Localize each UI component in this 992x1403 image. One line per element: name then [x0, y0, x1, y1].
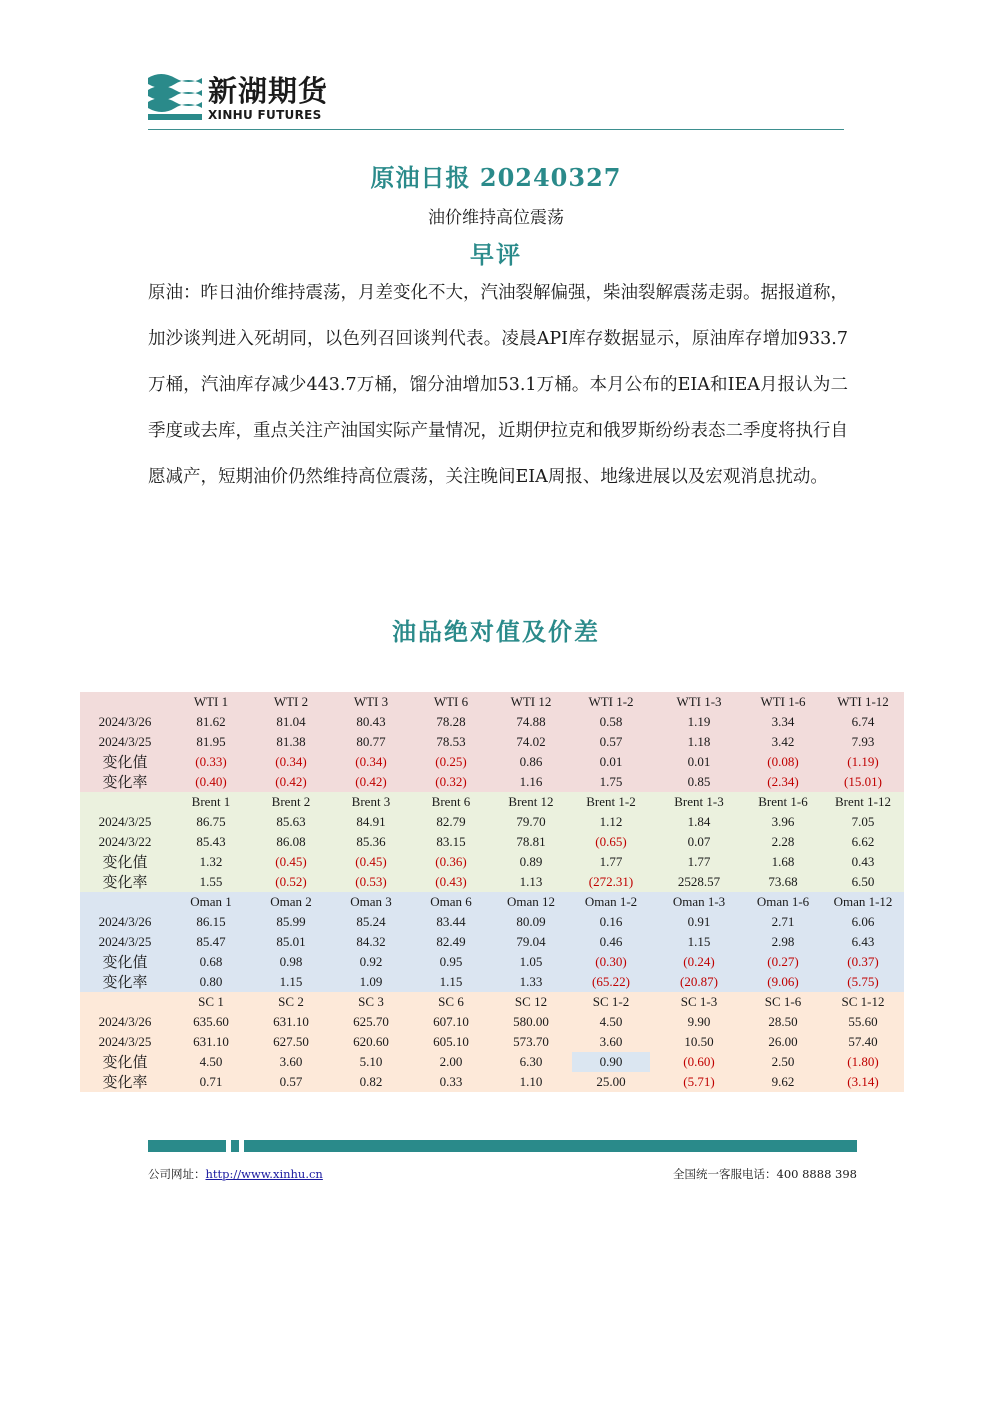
column-header: Oman 12	[506, 894, 556, 909]
table-cell: 0.68	[199, 954, 223, 969]
table-cell: 1.10	[519, 1074, 543, 1089]
table-cell: (20.87)	[680, 974, 718, 989]
column-header: Oman 3	[350, 894, 392, 909]
table-cell: 78.81	[516, 834, 546, 849]
table-cell: 9.62	[771, 1074, 795, 1089]
table-cell: 7.05	[851, 814, 875, 829]
row-label: 变化值	[102, 853, 148, 871]
column-header: Oman 1-3	[672, 894, 726, 909]
table-cell: 6.62	[851, 834, 875, 849]
morning-comment-paragraph: 原油：昨日油价维持震荡，月差变化不大，汽油裂解偏强，柴油裂解震荡走弱。据报道称，加沙谈判进入死胡同，以色列召回谈判代表。凌晨API库存数据显示，原油库存增加933.7万桶，汽油库存减少443.7万桶，馏分油增加53.1万桶。本月公布的EIA和IEA月报认为二季度或去库，重点关注产油国实际产量情况，近期伊拉克和俄罗斯纷纷表态二季度将执行自愿减产，短期油价仍然维持高位震荡，关注晚间EIA周报、地缘进展以及宏观消息扰动。	[148, 283, 848, 487]
table-cell: (272.31)	[588, 874, 634, 889]
table-cell: (9.06)	[767, 974, 799, 989]
table-cell: 0.57	[279, 1074, 303, 1089]
column-header: WTI 2	[273, 694, 309, 709]
footer-website-label: 公司网址：	[148, 1167, 206, 1181]
row-label: 变化率	[102, 773, 148, 791]
table-cell: 6.43	[851, 934, 875, 949]
table-row	[80, 932, 904, 952]
column-header: Oman 1	[190, 894, 232, 909]
column-header: Brent 1	[191, 794, 231, 809]
wti-block	[80, 692, 904, 792]
table-cell: 86.75	[196, 814, 226, 829]
row-label: 2024/3/25	[98, 934, 152, 949]
table-cell: 607.10	[433, 1014, 469, 1029]
table-cell: 1.16	[519, 774, 543, 789]
table-cell: (1.19)	[847, 754, 879, 769]
column-header: Oman 2	[270, 894, 312, 909]
column-header: WTI 1-6	[760, 694, 806, 709]
table-cell: 6.50	[851, 874, 875, 889]
table-cell: 79.04	[516, 934, 546, 949]
table-cell: (0.45)	[355, 854, 387, 869]
table-cell: (0.65)	[595, 834, 627, 849]
column-header: SC 1-12	[841, 994, 885, 1009]
footer-bar	[231, 1140, 239, 1152]
table-cell: 85.99	[276, 914, 306, 929]
footer-bar	[244, 1140, 857, 1152]
table-cell: 2.71	[771, 914, 795, 929]
table-cell: 25.00	[596, 1074, 626, 1089]
table-cell: 1.15	[439, 974, 463, 989]
column-header: Brent 1-6	[758, 794, 808, 809]
table-row	[80, 1032, 904, 1052]
table-cell: (0.42)	[355, 774, 387, 789]
oil-price-table	[80, 692, 904, 1092]
table-cell: 82.79	[436, 814, 466, 829]
table-cell: 84.32	[356, 934, 386, 949]
column-header: Brent 1-2	[586, 794, 636, 809]
row-label: 变化率	[102, 973, 148, 991]
table-cell: 3.42	[771, 734, 795, 749]
row-label: 2024/3/26	[98, 914, 152, 929]
logo-cn-text: 新湖期货	[208, 74, 329, 108]
table-cell: 0.01	[687, 754, 711, 769]
table-row	[80, 732, 904, 752]
table-cell: 0.46	[599, 934, 623, 949]
table-row	[80, 972, 904, 992]
table-cell: 80.09	[516, 914, 546, 929]
column-header: Brent 6	[431, 794, 471, 809]
logo-en-text: XINHU FUTURES	[208, 108, 322, 122]
table-cell: (0.08)	[767, 754, 799, 769]
table-row	[80, 852, 904, 872]
footer-website	[148, 1166, 323, 1182]
row-label: 变化值	[102, 753, 148, 771]
table-cell: 1.33	[519, 974, 543, 989]
table-cell: 1.12	[599, 814, 623, 829]
table-cell: (0.52)	[275, 874, 307, 889]
table-cell: 57.40	[848, 1034, 878, 1049]
table-cell: (0.25)	[435, 754, 467, 769]
table-cell: 605.10	[433, 1034, 469, 1049]
table-cell: 84.91	[356, 814, 386, 829]
table-cell: (0.42)	[275, 774, 307, 789]
table-cell: 0.33	[439, 1074, 463, 1089]
table-cell: 0.57	[599, 734, 623, 749]
column-header: Oman 6	[430, 894, 472, 909]
table-cell: (0.40)	[195, 774, 227, 789]
table-cell: 74.02	[516, 734, 546, 749]
table-cell: 627.50	[273, 1034, 309, 1049]
table-row	[80, 1012, 904, 1032]
table-cell: 78.28	[436, 714, 466, 729]
table-cell: 1.55	[199, 874, 223, 889]
table-cell: 79.70	[516, 814, 546, 829]
column-header: Brent 2	[271, 794, 311, 809]
header-divider	[148, 129, 844, 130]
table-cell: 85.01	[276, 934, 306, 949]
table-cell: 74.88	[516, 714, 546, 729]
table-cell: 3.34	[771, 714, 795, 729]
table-heading: 油品绝对值及价差	[392, 617, 600, 646]
table-cell: 80.43	[356, 714, 386, 729]
column-header: SC 1-6	[764, 994, 802, 1009]
row-label: 变化率	[102, 873, 148, 891]
table-row	[80, 752, 904, 772]
table-cell: 4.50	[599, 1014, 623, 1029]
table-row	[80, 952, 904, 972]
sc-block	[80, 992, 904, 1092]
table-cell: 2.28	[771, 834, 795, 849]
table-row	[80, 772, 904, 792]
table-cell: 81.62	[196, 714, 226, 729]
table-cell: (3.14)	[847, 1074, 879, 1089]
table-cell: 86.15	[196, 914, 226, 929]
column-header: SC 2	[278, 994, 304, 1009]
row-label: 2024/3/25	[98, 734, 152, 749]
table-cell: 82.49	[436, 934, 466, 949]
row-label: 变化率	[102, 1073, 148, 1091]
table-cell: 28.50	[768, 1014, 798, 1029]
table-cell: 73.68	[768, 874, 798, 889]
table-cell: 0.07	[687, 834, 711, 849]
row-label: 2024/3/22	[98, 834, 152, 849]
table-cell: 0.16	[599, 914, 623, 929]
table-cell: (0.45)	[275, 854, 307, 869]
table-cell: 6.06	[851, 914, 875, 929]
table-row	[80, 1072, 904, 1092]
table-cell: 635.60	[193, 1014, 229, 1029]
table-cell: 4.50	[199, 1054, 223, 1069]
column-header: SC 1-3	[680, 994, 718, 1009]
table-cell: 1.32	[199, 854, 223, 869]
column-header: Brent 3	[351, 794, 391, 809]
table-cell: (5.75)	[847, 974, 879, 989]
table-cell: 2.98	[771, 934, 795, 949]
table-cell: 55.60	[848, 1014, 878, 1029]
table-cell: 0.95	[439, 954, 463, 969]
column-header: WTI 12	[510, 694, 552, 709]
column-header: WTI 1-3	[676, 694, 722, 709]
table-cell: (0.24)	[683, 954, 715, 969]
table-cell: 0.86	[519, 754, 543, 769]
table-cell: 2.00	[439, 1054, 463, 1069]
column-header: Brent 12	[508, 794, 554, 809]
table-cell: 631.10	[193, 1034, 229, 1049]
table-cell: 83.44	[436, 914, 466, 929]
table-header-row	[80, 792, 904, 812]
table-cell: 1.15	[279, 974, 303, 989]
oman-block	[80, 892, 904, 992]
table-cell: 3.96	[771, 814, 795, 829]
table-cell: 1.19	[687, 714, 711, 729]
table-cell: 1.13	[519, 874, 543, 889]
column-header: WTI 1-12	[837, 694, 889, 709]
xinhu-wave-logo-icon	[148, 72, 202, 124]
table-cell: 631.10	[273, 1014, 309, 1029]
table-row	[80, 812, 904, 832]
table-cell: 1.77	[599, 854, 623, 869]
column-header: SC 12	[514, 994, 548, 1009]
table-cell: 625.70	[353, 1014, 389, 1029]
table-cell: 0.43	[851, 854, 875, 869]
table-cell: (0.37)	[847, 954, 879, 969]
table-header-row	[80, 992, 904, 1012]
table-cell: 80.77	[356, 734, 386, 749]
table-cell: 1.68	[771, 854, 795, 869]
row-label: 变化值	[102, 1053, 148, 1071]
table-cell: 85.63	[276, 814, 306, 829]
table-cell: 0.98	[279, 954, 303, 969]
table-cell: 5.10	[359, 1054, 383, 1069]
table-header-row	[80, 892, 904, 912]
table-cell: (0.34)	[355, 754, 387, 769]
table-header-row	[80, 692, 904, 712]
table-row	[80, 832, 904, 852]
table-row	[80, 872, 904, 892]
table-cell: (2.34)	[767, 774, 799, 789]
table-cell: 0.80	[199, 974, 223, 989]
table-cell: 0.71	[199, 1074, 223, 1089]
table-row	[80, 712, 904, 732]
table-cell: (65.22)	[592, 974, 630, 989]
column-header: SC 3	[358, 994, 384, 1009]
row-label: 2024/3/26	[98, 714, 152, 729]
table-cell: 3.60	[279, 1054, 303, 1069]
table-cell: (5.71)	[683, 1074, 715, 1089]
column-header: WTI 1	[193, 694, 229, 709]
table-cell: 2528.57	[677, 874, 721, 889]
footer-bar	[148, 1140, 226, 1152]
table-cell: 10.50	[684, 1034, 714, 1049]
table-cell: 7.93	[851, 734, 875, 749]
row-label: 2024/3/26	[98, 1014, 152, 1029]
table-cell: 81.38	[276, 734, 306, 749]
table-cell: (0.36)	[435, 854, 467, 869]
table-cell: 1.09	[359, 974, 383, 989]
column-header: WTI 1-2	[588, 694, 634, 709]
row-label: 变化值	[102, 953, 148, 971]
table-cell: (0.33)	[195, 754, 227, 769]
table-cell: 2.50	[771, 1054, 795, 1069]
table-cell: 1.77	[687, 854, 711, 869]
table-cell: 85.43	[196, 834, 226, 849]
column-header: Oman 1-12	[833, 894, 893, 909]
table-cell: 86.08	[276, 834, 306, 849]
table-cell: 573.70	[513, 1034, 549, 1049]
table-cell: (0.27)	[767, 954, 799, 969]
table-cell: 0.82	[359, 1074, 383, 1089]
table-cell: 1.15	[687, 934, 711, 949]
table-cell: (0.32)	[435, 774, 467, 789]
table-cell: 0.91	[687, 914, 711, 929]
row-label: 2024/3/25	[98, 814, 152, 829]
table-cell: 85.36	[356, 834, 386, 849]
table-cell: 6.74	[851, 714, 875, 729]
table-cell: 3.60	[599, 1034, 623, 1049]
table-cell: 81.95	[196, 734, 226, 749]
table-cell: 85.24	[356, 914, 386, 929]
column-header: SC 6	[438, 994, 464, 1009]
table-cell: 0.58	[599, 714, 623, 729]
table-cell: 83.15	[436, 834, 466, 849]
table-cell: 0.89	[519, 854, 543, 869]
table-cell: 81.04	[276, 714, 306, 729]
morning-comment-heading: 早评	[470, 240, 522, 269]
report-subtitle: 油价维持高位震荡	[428, 208, 564, 228]
column-header: Oman 1-6	[756, 894, 810, 909]
column-header: SC 1-2	[592, 994, 630, 1009]
table-cell: 1.84	[687, 814, 711, 829]
table-cell: 26.00	[768, 1034, 798, 1049]
table-cell: 0.01	[599, 754, 623, 769]
table-cell: 9.90	[687, 1014, 711, 1029]
column-header: Brent 1-3	[674, 794, 724, 809]
footer-website-link[interactable]: http://www.xinhu.cn	[205, 1167, 323, 1181]
table-cell: (0.53)	[355, 874, 387, 889]
column-header: WTI 6	[433, 694, 469, 709]
table-row	[80, 1052, 904, 1072]
table-cell: (0.60)	[683, 1054, 715, 1069]
table-cell: 0.92	[359, 954, 383, 969]
table-cell: (0.30)	[595, 954, 627, 969]
table-cell: (1.80)	[847, 1054, 879, 1069]
column-header: Brent 1-12	[835, 794, 891, 809]
table-cell: (15.01)	[844, 774, 882, 789]
table-cell: 6.30	[519, 1054, 543, 1069]
table-cell: 620.60	[353, 1034, 389, 1049]
header	[148, 70, 844, 132]
table-cell: 1.05	[519, 954, 543, 969]
column-header: Oman 1-2	[584, 894, 638, 909]
brent-block	[80, 792, 904, 892]
table-row	[80, 912, 904, 932]
table-cell: 78.53	[436, 734, 466, 749]
table-cell: 0.90	[572, 1052, 650, 1072]
table-cell: 580.00	[513, 1014, 549, 1029]
column-header: WTI 3	[353, 694, 389, 709]
table-cell: (0.43)	[435, 874, 467, 889]
report-title: 原油日报 20240327	[370, 163, 622, 192]
table-cell: 85.47	[196, 934, 226, 949]
table-cell: 1.75	[599, 774, 623, 789]
column-header: SC 1	[198, 994, 224, 1009]
table-cell: (0.34)	[275, 754, 307, 769]
row-label: 2024/3/25	[98, 1034, 152, 1049]
table-cell: 0.85	[687, 774, 711, 789]
table-cell: 1.18	[687, 734, 711, 749]
footer-hotline: 全国统一客服电话：400 8888 398	[673, 1167, 857, 1181]
